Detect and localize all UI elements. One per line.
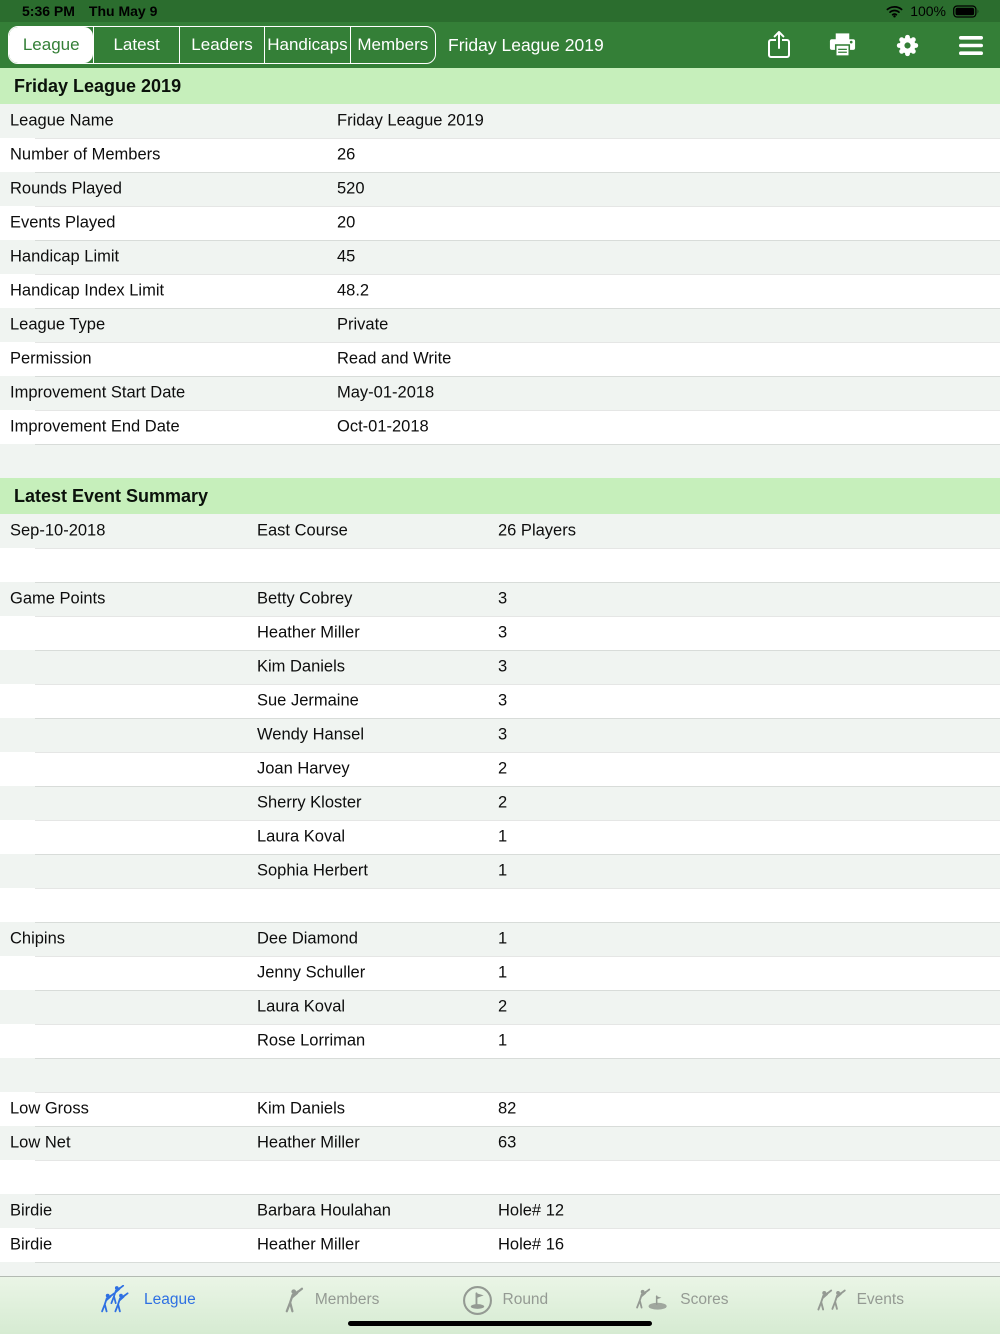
league-golfers-icon <box>96 1285 134 1315</box>
row-player: Heather Miller <box>257 1133 360 1152</box>
row-value: Oct-01-2018 <box>337 417 429 436</box>
row-category: Low Net <box>10 1133 71 1152</box>
table-row <box>0 206 1000 240</box>
status-date: Thu May 9 <box>88 3 158 19</box>
table-row <box>0 1228 1000 1262</box>
table-row <box>0 854 1000 888</box>
tabbar-item-scores[interactable] <box>630 1282 728 1318</box>
row-category: Chipins <box>10 929 66 948</box>
row-player: Heather Miller <box>257 623 360 642</box>
table-row <box>0 922 1000 956</box>
row-label: Handicap Index Limit <box>10 281 165 300</box>
row-player: Sue Jermaine <box>257 691 359 710</box>
row-value: 45 <box>337 247 356 266</box>
row-player: Kim Daniels <box>257 657 346 676</box>
row-value: 26 <box>337 145 356 164</box>
row-player: Laura Koval <box>257 827 346 846</box>
status-time: 5:36 PM <box>22 3 75 19</box>
row-label: Events Played <box>10 213 116 232</box>
tabbar-label: Members <box>314 1291 380 1308</box>
row-value: 48.2 <box>337 281 370 300</box>
table-row <box>0 104 1000 138</box>
row-result: Hole# 12 <box>498 1201 565 1220</box>
league-info-section <box>0 68 1000 478</box>
scores-golfer-icon <box>630 1286 670 1314</box>
row-label: Improvement End Date <box>10 417 180 436</box>
table-row <box>0 172 1000 206</box>
table-row <box>0 684 1000 718</box>
settings-icon[interactable] <box>893 31 922 60</box>
tab-handicaps[interactable]: Handicaps <box>264 27 349 63</box>
table-row <box>0 718 1000 752</box>
golfer-icon <box>278 1286 305 1314</box>
table-row <box>0 956 1000 990</box>
table-row <box>0 342 1000 376</box>
row-label: Permission <box>10 349 92 368</box>
round-flag-icon <box>462 1285 493 1316</box>
segmented-control <box>8 26 436 64</box>
table-row <box>0 1024 1000 1058</box>
table-row <box>0 514 1000 548</box>
events-golfers-icon <box>811 1286 847 1314</box>
table-row <box>0 1058 1000 1092</box>
navigation-bar <box>0 22 1000 68</box>
event-summary-header: Latest Event Summary <box>0 478 1000 514</box>
row-result: 3 <box>498 657 508 676</box>
row-result: 63 <box>498 1133 517 1152</box>
table-row <box>0 752 1000 786</box>
row-player: Kim Daniels <box>257 1099 346 1118</box>
row-player: Betty Cobrey <box>257 589 353 608</box>
wifi-icon <box>886 5 903 18</box>
row-player: Laura Koval <box>257 997 346 1016</box>
table-row <box>0 240 1000 274</box>
row-value: Friday League 2019 <box>337 111 484 130</box>
row-result: 1 <box>498 929 508 948</box>
row-label: Rounds Played <box>10 179 122 198</box>
row-result: Hole# 16 <box>498 1235 565 1254</box>
table-row <box>0 1160 1000 1194</box>
table-row <box>0 786 1000 820</box>
row-label: League Type <box>10 315 106 334</box>
tabbar-label: Round <box>502 1291 549 1308</box>
battery-percent: 100% <box>910 3 946 19</box>
row-result: 1 <box>498 963 508 982</box>
table-row <box>0 410 1000 444</box>
row-label: Improvement Start Date <box>10 383 186 402</box>
table-row <box>0 444 1000 478</box>
row-result: 2 <box>498 759 508 778</box>
row-player: Rose Lorriman <box>257 1031 366 1050</box>
table-row <box>0 650 1000 684</box>
row-player: Dee Diamond <box>257 929 358 948</box>
row-category: Birdie <box>10 1235 53 1254</box>
page-title: Friday League 2019 <box>448 34 604 55</box>
row-result: 1 <box>498 1031 508 1050</box>
row-value: May-01-2018 <box>337 383 435 402</box>
row-value: Private <box>337 315 389 334</box>
table-row <box>0 138 1000 172</box>
tabbar-label: League <box>144 1291 196 1308</box>
row-category: Game Points <box>10 589 106 608</box>
row-player: Sophia Herbert <box>257 861 368 880</box>
row-player: East Course <box>257 521 348 540</box>
league-info-header: Friday League 2019 <box>0 68 1000 104</box>
table-row <box>0 616 1000 650</box>
table-row <box>0 820 1000 854</box>
table-row <box>0 990 1000 1024</box>
row-category: Low Gross <box>10 1099 89 1118</box>
row-player: Joan Harvey <box>257 759 350 778</box>
event-summary-section <box>0 478 1000 1296</box>
tab-latest[interactable]: Latest <box>93 27 178 63</box>
row-result: 3 <box>498 589 508 608</box>
tabbar-item-round[interactable] <box>462 1282 549 1318</box>
row-label: League Name <box>10 111 114 130</box>
row-result: 2 <box>498 997 508 1016</box>
tabbar-label: Scores <box>680 1291 729 1308</box>
table-row <box>0 274 1000 308</box>
table-row <box>0 1092 1000 1126</box>
tabbar-item-events[interactable] <box>811 1282 904 1318</box>
row-player: Heather Miller <box>257 1235 360 1254</box>
row-player: Wendy Hansel <box>257 725 365 744</box>
tabbar-label: Events <box>856 1291 904 1308</box>
battery-icon <box>953 5 980 18</box>
table-row <box>0 1194 1000 1228</box>
event-summary-table <box>0 514 1000 1296</box>
table-row <box>0 888 1000 922</box>
row-result: 3 <box>498 691 508 710</box>
row-result: 26 Players <box>498 521 576 540</box>
menu-icon[interactable] <box>958 35 984 56</box>
share-icon[interactable] <box>766 30 792 60</box>
row-result: 3 <box>498 623 508 642</box>
row-player: Jenny Schuller <box>257 963 366 982</box>
row-result: 3 <box>498 725 508 744</box>
row-value: 20 <box>337 213 356 232</box>
tab-leaders[interactable]: Leaders <box>179 27 264 63</box>
row-result: 1 <box>498 827 508 846</box>
league-info-table <box>0 104 1000 478</box>
table-row <box>0 376 1000 410</box>
row-result: 82 <box>498 1099 517 1118</box>
row-category: Sep-10-2018 <box>10 521 106 540</box>
print-icon[interactable] <box>828 32 857 58</box>
row-category: Birdie <box>10 1201 53 1220</box>
row-value: 520 <box>337 179 365 198</box>
tab-members[interactable]: Members <box>350 27 435 63</box>
row-value: Read and Write <box>337 349 452 368</box>
row-result: 2 <box>498 793 508 812</box>
tab-league[interactable]: League <box>9 27 93 63</box>
row-label: Number of Members <box>10 145 161 164</box>
home-indicator[interactable] <box>348 1321 652 1327</box>
table-row <box>0 308 1000 342</box>
table-row <box>0 548 1000 582</box>
table-row <box>0 582 1000 616</box>
table-row <box>0 1126 1000 1160</box>
status-bar <box>0 0 1000 22</box>
row-result: 1 <box>498 861 508 880</box>
row-player: Barbara Houlahan <box>257 1201 391 1220</box>
row-player: Sherry Kloster <box>257 793 362 812</box>
tabbar-item-league[interactable] <box>96 1282 196 1318</box>
row-label: Handicap Limit <box>10 247 120 266</box>
tabbar-item-members[interactable] <box>278 1282 380 1318</box>
